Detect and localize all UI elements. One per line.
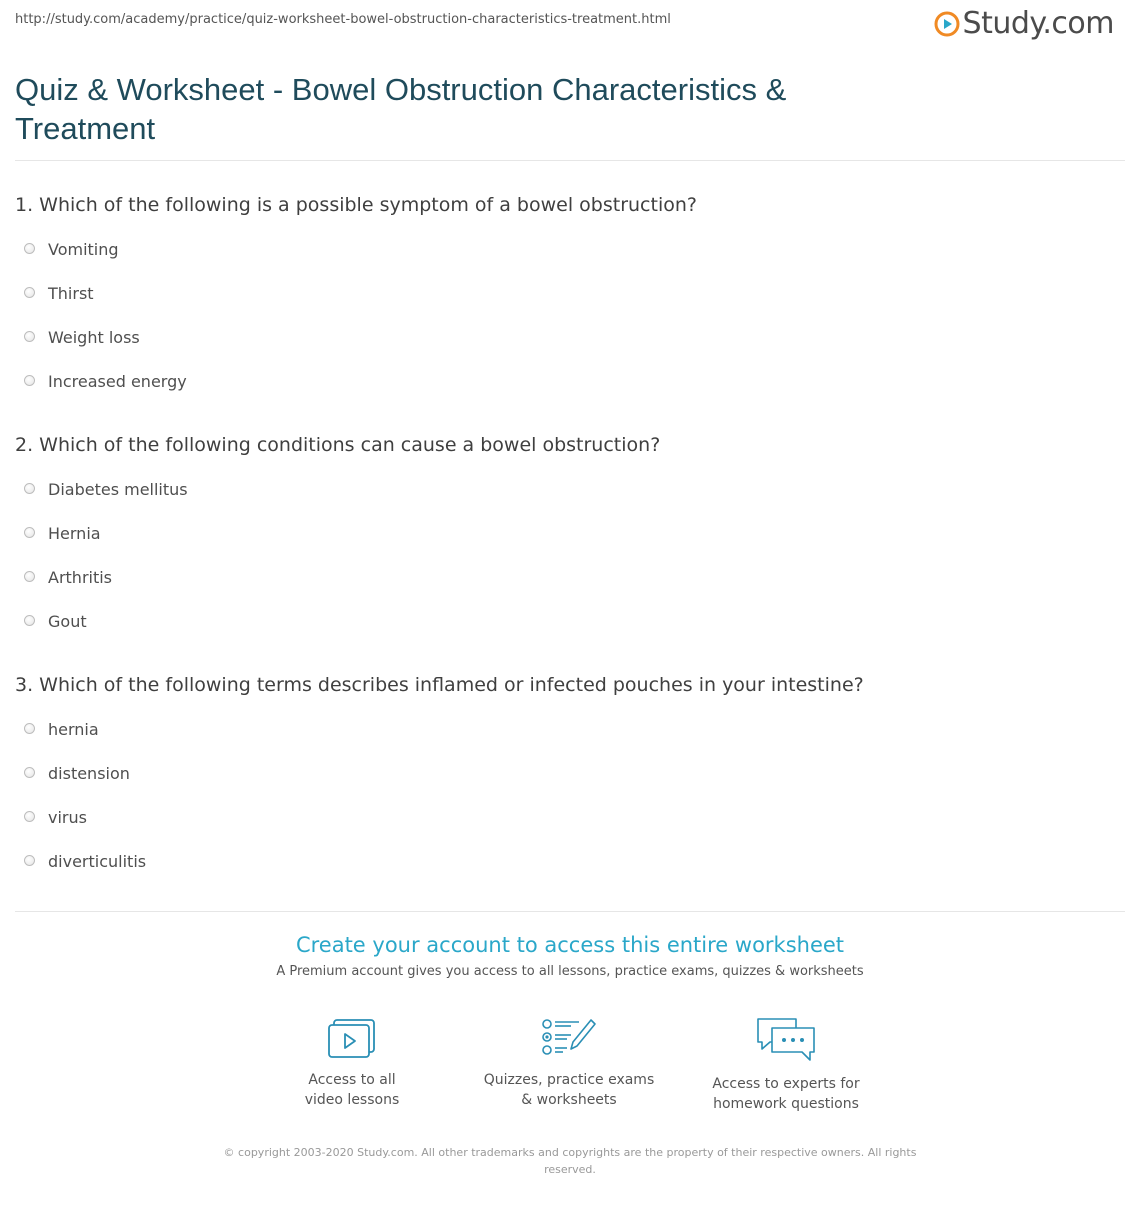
- play-logo-icon: [934, 11, 960, 37]
- answer-option[interactable]: [24, 372, 187, 391]
- answer-option[interactable]: [24, 852, 146, 871]
- answer-option[interactable]: [24, 568, 112, 587]
- question-2: 2. Which of the following conditions can cause a bowel obstruction?: [15, 434, 661, 456]
- radio-button[interactable]: [24, 287, 35, 298]
- video-lessons-icon: [326, 1016, 378, 1060]
- radio-button[interactable]: [24, 527, 35, 538]
- answer-option[interactable]: [24, 284, 94, 303]
- question-3: 3. Which of the following terms describes inflamed or infected pouches in your intestine?: [15, 674, 864, 696]
- answer-option[interactable]: [24, 240, 119, 259]
- feature-label: Access to all video lessons: [304, 1072, 400, 1108]
- study-logo[interactable]: [934, 6, 1114, 41]
- feature-quizzes: [479, 1016, 659, 1110]
- answer-label: Thirst: [48, 284, 94, 303]
- radio-button[interactable]: [24, 243, 35, 254]
- answer-label: Hernia: [48, 524, 101, 543]
- answer-option[interactable]: [24, 328, 140, 347]
- answer-option[interactable]: [24, 720, 99, 739]
- page-url: http://study.com/academy/practice/quiz-worksheet-bowel-obstruction-characteristics-treatment.html: [15, 12, 671, 27]
- quiz-divider: [15, 911, 1125, 912]
- radio-button[interactable]: [24, 615, 35, 626]
- answer-label: Gout: [48, 612, 87, 631]
- create-account-link[interactable]: Create your account to access this entire worksheet: [295, 933, 845, 957]
- answer-option[interactable]: [24, 524, 101, 543]
- radio-button[interactable]: [24, 855, 35, 866]
- feature-experts: [696, 1016, 876, 1114]
- radio-button[interactable]: [24, 331, 35, 342]
- radio-button[interactable]: [24, 483, 35, 494]
- premium-description: A Premium account gives you access to all lessons, practice exams, quizzes & worksheets: [276, 964, 864, 979]
- answer-option[interactable]: [24, 808, 87, 827]
- quiz-checklist-icon: [541, 1016, 597, 1060]
- answer-label: Diabetes mellitus: [48, 480, 188, 499]
- title-divider: [15, 160, 1125, 161]
- feature-video-lessons: [262, 1016, 442, 1110]
- feature-label: Quizzes, practice exams & worksheets: [483, 1072, 655, 1108]
- radio-button[interactable]: [24, 723, 35, 734]
- answer-option[interactable]: [24, 480, 188, 499]
- chat-bubbles-icon: [754, 1016, 818, 1064]
- answer-option[interactable]: [24, 612, 87, 631]
- question-1: 1. Which of the following is a possible symptom of a bowel obstruction?: [15, 194, 697, 216]
- answer-label: distension: [48, 764, 130, 783]
- answer-option[interactable]: [24, 764, 130, 783]
- copyright-notice: © copyright 2003-2020 Study.com. All other trademarks and copyrights are the property of their respective owners. All rights reserved.: [223, 1146, 917, 1176]
- page-title: Quiz & Worksheet - Bowel Obstruction Characteristics & Treatment: [15, 72, 787, 146]
- logo-text: Study.com: [962, 6, 1114, 41]
- radio-button[interactable]: [24, 767, 35, 778]
- answer-label: Arthritis: [48, 568, 113, 587]
- answer-label: hernia: [48, 720, 99, 739]
- radio-button[interactable]: [24, 375, 35, 386]
- radio-button[interactable]: [24, 811, 35, 822]
- answer-label: Increased energy: [48, 372, 187, 391]
- answer-label: diverticulitis: [48, 852, 147, 871]
- answer-label: Vomiting: [48, 240, 119, 259]
- answer-label: virus: [48, 808, 87, 827]
- feature-label: Access to experts for homework questions: [712, 1076, 860, 1112]
- answer-label: Weight loss: [48, 328, 140, 347]
- radio-button[interactable]: [24, 571, 35, 582]
